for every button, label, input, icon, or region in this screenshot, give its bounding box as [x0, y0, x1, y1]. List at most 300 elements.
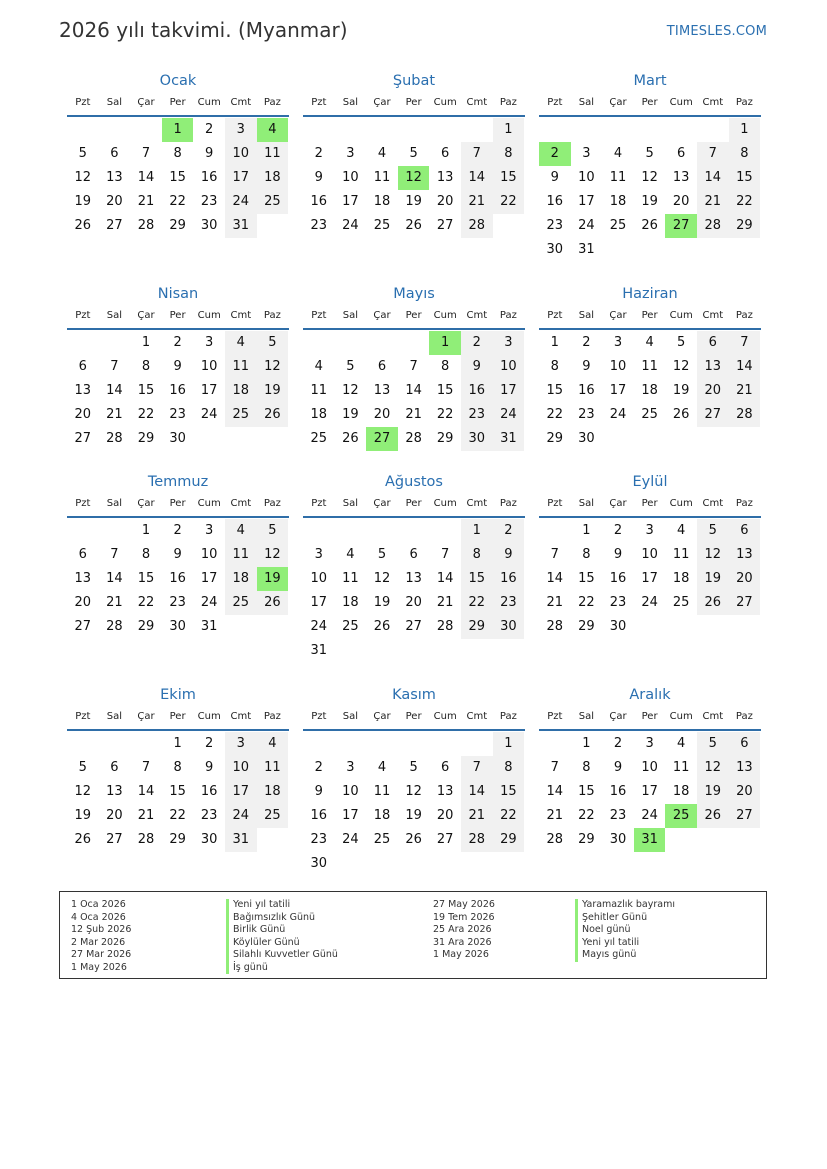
weekday-header: Per — [405, 97, 422, 108]
legend-date: 25 Ara 2026 — [433, 924, 492, 935]
day-cell: 30 — [578, 431, 595, 446]
day-cell: 28 — [436, 619, 454, 634]
day-cell: 25 — [373, 832, 391, 847]
day-cell: 27 — [106, 218, 123, 233]
day-cell: 27 — [405, 619, 422, 634]
holiday-day-cell: 19 — [257, 567, 289, 591]
day-cell: 9 — [173, 359, 182, 374]
day-cell: 22 — [461, 591, 493, 615]
legend-date: 31 Ara 2026 — [433, 936, 492, 948]
day-cell: 9 — [461, 355, 493, 379]
legend-date: 27 May 2026 — [433, 899, 495, 910]
day-cell: 25 — [225, 403, 257, 427]
header-divider — [303, 328, 525, 330]
day-cell: 22 — [546, 407, 564, 422]
day-cell: 28 — [137, 218, 155, 233]
day-cell: 17 — [578, 194, 595, 209]
day-cell: 15 — [493, 166, 525, 190]
day-cell: 5 — [409, 760, 418, 775]
day-cell: 1 — [493, 118, 525, 142]
weekday-header: Sal — [106, 498, 123, 509]
weekday-header: Paz — [499, 711, 517, 722]
day-cell: 5 — [697, 732, 729, 756]
day-cell: 5 — [697, 519, 729, 543]
day-cell: 4 — [377, 760, 387, 775]
weekday-header: Paz — [735, 97, 753, 108]
day-cell: 2 — [314, 146, 323, 161]
day-cell: 10 — [225, 142, 257, 166]
day-cell: 14 — [405, 383, 422, 398]
day-cell: 7 — [729, 331, 761, 355]
day-cell: 9 — [582, 359, 591, 374]
day-cell: 23 — [169, 407, 186, 422]
holiday-day-cell: 25 — [665, 804, 697, 828]
weekday-header: Sal — [578, 97, 595, 108]
weekday-header: Cum — [433, 498, 457, 509]
day-cell: 23 — [310, 218, 328, 233]
day-cell: 21 — [106, 407, 123, 422]
day-cell: 21 — [106, 595, 123, 610]
day-cell: 3 — [582, 146, 591, 161]
day-cell: 11 — [257, 142, 289, 166]
day-cell: 24 — [200, 595, 218, 610]
day-cell: 7 — [550, 760, 559, 775]
day-cell: 14 — [546, 784, 564, 799]
day-cell: 21 — [137, 808, 155, 823]
day-cell: 13 — [74, 383, 92, 398]
day-cell: 5 — [257, 331, 289, 355]
day-cell: 7 — [110, 547, 119, 562]
day-cell: 1 — [493, 732, 525, 756]
day-cell: 26 — [405, 832, 422, 847]
day-cell: 14 — [729, 355, 761, 379]
header-divider — [67, 115, 289, 117]
day-cell: 1 — [582, 523, 591, 538]
day-cell: 25 — [373, 218, 391, 233]
day-cell: 17 — [225, 780, 257, 804]
day-cell: 27 — [729, 591, 761, 615]
legend-holiday-name: Yeni yıl tatili — [575, 937, 675, 950]
day-cell: 20 — [405, 595, 422, 610]
day-cell: 7 — [141, 760, 151, 775]
day-cell: 10 — [641, 547, 658, 562]
day-cell: 10 — [310, 571, 328, 586]
day-cell: 7 — [141, 146, 151, 161]
weekday-header: Çar — [373, 97, 391, 108]
weekday-header: Sal — [342, 498, 359, 509]
day-cell: 12 — [342, 383, 359, 398]
day-cell: 17 — [200, 383, 218, 398]
legend-date: 4 Oca 2026 — [71, 911, 126, 923]
header-divider — [539, 328, 761, 330]
day-cell: 15 — [169, 170, 186, 185]
day-cell: 26 — [74, 832, 92, 847]
weekday-header: Cmt — [230, 711, 252, 722]
weekday-header: Cmt — [702, 310, 724, 321]
weekday-header: Cmt — [466, 711, 488, 722]
day-cell: 1 — [582, 736, 591, 751]
day-cell: 17 — [493, 379, 525, 403]
weekday-header: Cmt — [466, 498, 488, 509]
weekday-header: Sal — [578, 498, 595, 509]
weekday-header: Pzt — [547, 498, 563, 509]
weekday-header: Per — [405, 310, 422, 321]
day-cell: 5 — [257, 519, 289, 543]
weekday-header: Cum — [669, 310, 693, 321]
day-cell: 20 — [672, 194, 690, 209]
day-cell: 16 — [609, 784, 627, 799]
legend-holiday-name: Şehitler Günü — [575, 912, 675, 925]
day-cell: 3 — [645, 523, 654, 538]
day-cell: 18 — [373, 194, 391, 209]
weekday-header: Pzt — [75, 97, 91, 108]
day-cell: 26 — [697, 804, 729, 828]
holiday-day-cell: 12 — [398, 166, 430, 190]
page-title: 2026 yılı takvimi. (Myanmar) — [59, 18, 348, 42]
day-cell: 31 — [225, 214, 257, 238]
day-cell: 15 — [578, 784, 595, 799]
weekday-header: Cum — [433, 310, 457, 321]
weekday-header: Paz — [499, 310, 517, 321]
day-cell: 10 — [641, 760, 658, 775]
header-divider — [67, 729, 289, 731]
day-cell: 22 — [137, 407, 155, 422]
day-cell: 28 — [405, 431, 422, 446]
day-cell: 17 — [641, 571, 658, 586]
day-cell: 29 — [169, 832, 186, 847]
weekday-header: Çar — [373, 310, 391, 321]
legend-date: 19 Tem 2026 — [433, 911, 495, 923]
day-cell: 3 — [205, 523, 214, 538]
day-cell: 5 — [346, 359, 355, 374]
day-cell: 11 — [373, 170, 391, 185]
brand-link[interactable]: TIMESLES.COM — [666, 24, 767, 39]
day-cell: 11 — [257, 756, 289, 780]
day-cell: 17 — [342, 808, 359, 823]
day-cell: 16 — [546, 194, 564, 209]
day-cell: 14 — [106, 383, 123, 398]
day-cell: 22 — [578, 808, 595, 823]
day-cell: 23 — [169, 595, 186, 610]
day-cell: 11 — [373, 784, 391, 799]
day-cell: 6 — [697, 331, 729, 355]
day-cell: 18 — [225, 567, 257, 591]
day-cell: 6 — [110, 146, 119, 161]
day-cell: 8 — [550, 359, 559, 374]
day-cell: 4 — [225, 331, 257, 355]
day-cell: 20 — [729, 780, 761, 804]
day-cell: 30 — [169, 431, 186, 446]
day-cell: 10 — [493, 355, 525, 379]
day-cell: 25 — [641, 407, 658, 422]
month-name: Temmuz — [147, 474, 209, 490]
holiday-day-cell: 2 — [539, 142, 571, 166]
weekday-header: Pzt — [547, 97, 563, 108]
day-cell: 21 — [546, 808, 564, 823]
day-cell: 4 — [314, 359, 323, 374]
day-cell: 11 — [609, 170, 627, 185]
day-cell: 30 — [310, 856, 328, 871]
day-cell: 8 — [173, 146, 182, 161]
legend-holiday-name: Köylüler Günü — [226, 937, 338, 950]
legend-holiday-name: Bağımsızlık Günü — [226, 912, 338, 925]
day-cell: 28 — [137, 832, 155, 847]
holiday-legend — [59, 891, 767, 979]
day-cell: 23 — [200, 194, 218, 209]
day-cell: 29 — [137, 431, 155, 446]
day-cell: 2 — [173, 335, 182, 350]
day-cell: 11 — [225, 543, 257, 567]
day-cell: 28 — [546, 832, 564, 847]
day-cell: 2 — [314, 760, 323, 775]
day-cell: 2 — [582, 335, 591, 350]
day-cell: 29 — [461, 615, 493, 639]
day-cell: 19 — [342, 407, 359, 422]
day-cell: 29 — [436, 431, 454, 446]
holiday-day-cell: 31 — [634, 828, 666, 852]
day-cell: 9 — [173, 547, 182, 562]
day-cell: 10 — [342, 784, 359, 799]
day-cell: 19 — [672, 383, 690, 398]
day-cell: 6 — [110, 760, 119, 775]
day-cell: 20 — [74, 407, 92, 422]
day-cell: 28 — [461, 214, 493, 238]
legend-holiday-name: Silahlı Kuvvetler Günü — [226, 949, 338, 962]
day-cell: 22 — [436, 407, 454, 422]
day-cell: 25 — [310, 431, 328, 446]
day-cell: 8 — [493, 756, 525, 780]
day-cell: 26 — [697, 591, 729, 615]
day-cell: 15 — [461, 567, 493, 591]
day-cell: 30 — [609, 832, 627, 847]
day-cell: 7 — [441, 547, 450, 562]
day-cell: 11 — [641, 359, 658, 374]
day-cell: 31 — [200, 619, 218, 634]
holiday-day-cell: 1 — [429, 331, 461, 355]
day-cell: 22 — [169, 808, 186, 823]
header-divider — [303, 115, 525, 117]
day-cell: 24 — [342, 832, 359, 847]
weekday-header: Per — [641, 97, 658, 108]
day-cell: 18 — [672, 784, 690, 799]
day-cell: 4 — [257, 732, 289, 756]
day-cell: 30 — [609, 619, 627, 634]
weekday-header: Pzt — [75, 711, 91, 722]
header-divider — [303, 516, 525, 518]
day-cell: 14 — [106, 571, 123, 586]
day-cell: 18 — [641, 383, 658, 398]
day-cell: 22 — [137, 595, 155, 610]
day-cell: 22 — [578, 595, 595, 610]
legend-dates-left — [71, 899, 131, 974]
day-cell: 12 — [405, 784, 422, 799]
day-cell: 20 — [373, 407, 391, 422]
weekday-header: Paz — [263, 310, 281, 321]
weekday-header: Paz — [735, 711, 753, 722]
day-cell: 19 — [697, 780, 729, 804]
day-cell: 3 — [346, 760, 355, 775]
day-cell: 9 — [613, 547, 623, 562]
day-cell: 24 — [200, 407, 218, 422]
day-cell: 3 — [493, 331, 525, 355]
day-cell: 27 — [697, 403, 729, 427]
weekday-header: Çar — [373, 498, 391, 509]
weekday-header: Pzt — [547, 310, 563, 321]
day-cell: 24 — [609, 407, 627, 422]
day-cell: 28 — [729, 403, 761, 427]
day-cell: 4 — [377, 146, 387, 161]
weekday-header: Çar — [137, 711, 155, 722]
holiday-day-cell: 4 — [257, 118, 289, 142]
day-cell: 4 — [677, 736, 686, 751]
day-cell: 22 — [493, 190, 525, 214]
day-cell: 8 — [461, 543, 493, 567]
weekday-header: Sal — [106, 711, 123, 722]
day-cell: 3 — [613, 335, 623, 350]
day-cell: 5 — [78, 760, 87, 775]
day-cell: 22 — [729, 190, 761, 214]
weekday-header: Cmt — [702, 711, 724, 722]
legend-holiday-name: İş günü — [226, 962, 338, 975]
day-cell: 16 — [609, 571, 627, 586]
day-cell: 24 — [225, 804, 257, 828]
header-divider — [303, 729, 525, 731]
day-cell: 2 — [613, 523, 623, 538]
day-cell: 7 — [461, 142, 493, 166]
day-cell: 27 — [74, 431, 92, 446]
header-divider — [67, 516, 289, 518]
day-cell: 12 — [257, 355, 289, 379]
day-cell: 2 — [461, 331, 493, 355]
day-cell: 9 — [314, 170, 323, 185]
day-cell: 8 — [173, 760, 182, 775]
day-cell: 5 — [409, 146, 418, 161]
month-name: Ocak — [159, 73, 197, 89]
weekday-header: Sal — [342, 711, 359, 722]
day-cell: 30 — [200, 218, 218, 233]
legend-holiday-name: Yeni yıl tatili — [226, 899, 338, 912]
weekday-header: Çar — [137, 310, 155, 321]
day-cell: 26 — [342, 431, 359, 446]
weekday-header: Çar — [609, 498, 627, 509]
day-cell: 16 — [461, 379, 493, 403]
month-name: Şubat — [392, 73, 436, 89]
day-cell: 2 — [173, 523, 182, 538]
weekday-header: Paz — [735, 498, 753, 509]
day-cell: 11 — [342, 571, 359, 586]
day-cell: 11 — [225, 355, 257, 379]
day-cell: 27 — [729, 804, 761, 828]
day-cell: 3 — [314, 547, 323, 562]
day-cell: 26 — [641, 218, 658, 233]
day-cell: 27 — [436, 832, 454, 847]
day-cell: 10 — [609, 359, 627, 374]
day-cell: 13 — [436, 784, 454, 799]
weekday-header: Cum — [197, 498, 221, 509]
day-cell: 3 — [645, 736, 654, 751]
day-cell: 19 — [641, 194, 658, 209]
day-cell: 21 — [461, 804, 493, 828]
legend-holiday-name: Yaramazlık bayramı — [575, 899, 675, 912]
weekday-header: Cum — [197, 97, 221, 108]
weekday-header: Paz — [263, 498, 281, 509]
day-cell: 29 — [729, 214, 761, 238]
weekday-header: Sal — [342, 97, 359, 108]
weekday-header: Cum — [433, 97, 457, 108]
day-cell: 19 — [74, 808, 92, 823]
day-cell: 30 — [169, 619, 186, 634]
day-cell: 5 — [78, 146, 87, 161]
weekday-header: Per — [405, 498, 422, 509]
day-cell: 16 — [493, 567, 525, 591]
weekday-header: Cmt — [230, 498, 252, 509]
day-cell: 7 — [110, 359, 119, 374]
day-cell: 19 — [74, 194, 92, 209]
weekday-header: Cmt — [702, 97, 724, 108]
day-cell: 9 — [613, 760, 623, 775]
day-cell: 29 — [137, 619, 155, 634]
day-cell: 3 — [205, 335, 214, 350]
day-cell: 3 — [346, 146, 355, 161]
weekday-header: Çar — [609, 97, 627, 108]
weekday-header: Cum — [197, 310, 221, 321]
day-cell: 31 — [493, 427, 525, 451]
day-cell: 7 — [697, 142, 729, 166]
day-cell: 21 — [546, 595, 564, 610]
day-cell: 18 — [342, 595, 359, 610]
day-cell: 8 — [441, 359, 450, 374]
day-cell: 16 — [310, 194, 328, 209]
day-cell: 12 — [257, 543, 289, 567]
day-cell: 23 — [493, 591, 525, 615]
day-cell: 17 — [609, 383, 627, 398]
day-cell: 15 — [137, 571, 155, 586]
day-cell: 20 — [74, 595, 92, 610]
day-cell: 9 — [314, 784, 323, 799]
day-cell: 4 — [645, 335, 654, 350]
day-cell: 16 — [310, 808, 328, 823]
month-name: Nisan — [157, 286, 199, 302]
header-divider — [539, 115, 761, 117]
day-cell: 13 — [729, 756, 761, 780]
header-divider — [67, 328, 289, 330]
day-cell: 14 — [461, 780, 493, 804]
weekday-header: Çar — [609, 711, 627, 722]
day-cell: 28 — [106, 431, 123, 446]
day-cell: 30 — [546, 242, 564, 257]
day-cell: 18 — [609, 194, 627, 209]
day-cell: 14 — [697, 166, 729, 190]
day-cell: 29 — [578, 832, 595, 847]
month-name: Mayıs — [393, 286, 435, 302]
day-cell: 25 — [672, 595, 690, 610]
day-cell: 21 — [405, 407, 422, 422]
day-cell: 20 — [697, 379, 729, 403]
day-cell: 24 — [641, 595, 658, 610]
day-cell: 25 — [342, 619, 359, 634]
month-name: Haziran — [622, 286, 678, 302]
weekday-header: Sal — [106, 97, 123, 108]
day-cell: 25 — [225, 591, 257, 615]
day-cell: 21 — [729, 379, 761, 403]
weekday-header: Per — [641, 711, 658, 722]
day-cell: 30 — [493, 615, 525, 639]
day-cell: 12 — [641, 170, 658, 185]
day-cell: 1 — [461, 519, 493, 543]
day-cell: 5 — [645, 146, 654, 161]
day-cell: 1 — [141, 523, 151, 538]
weekday-header: Per — [169, 711, 186, 722]
